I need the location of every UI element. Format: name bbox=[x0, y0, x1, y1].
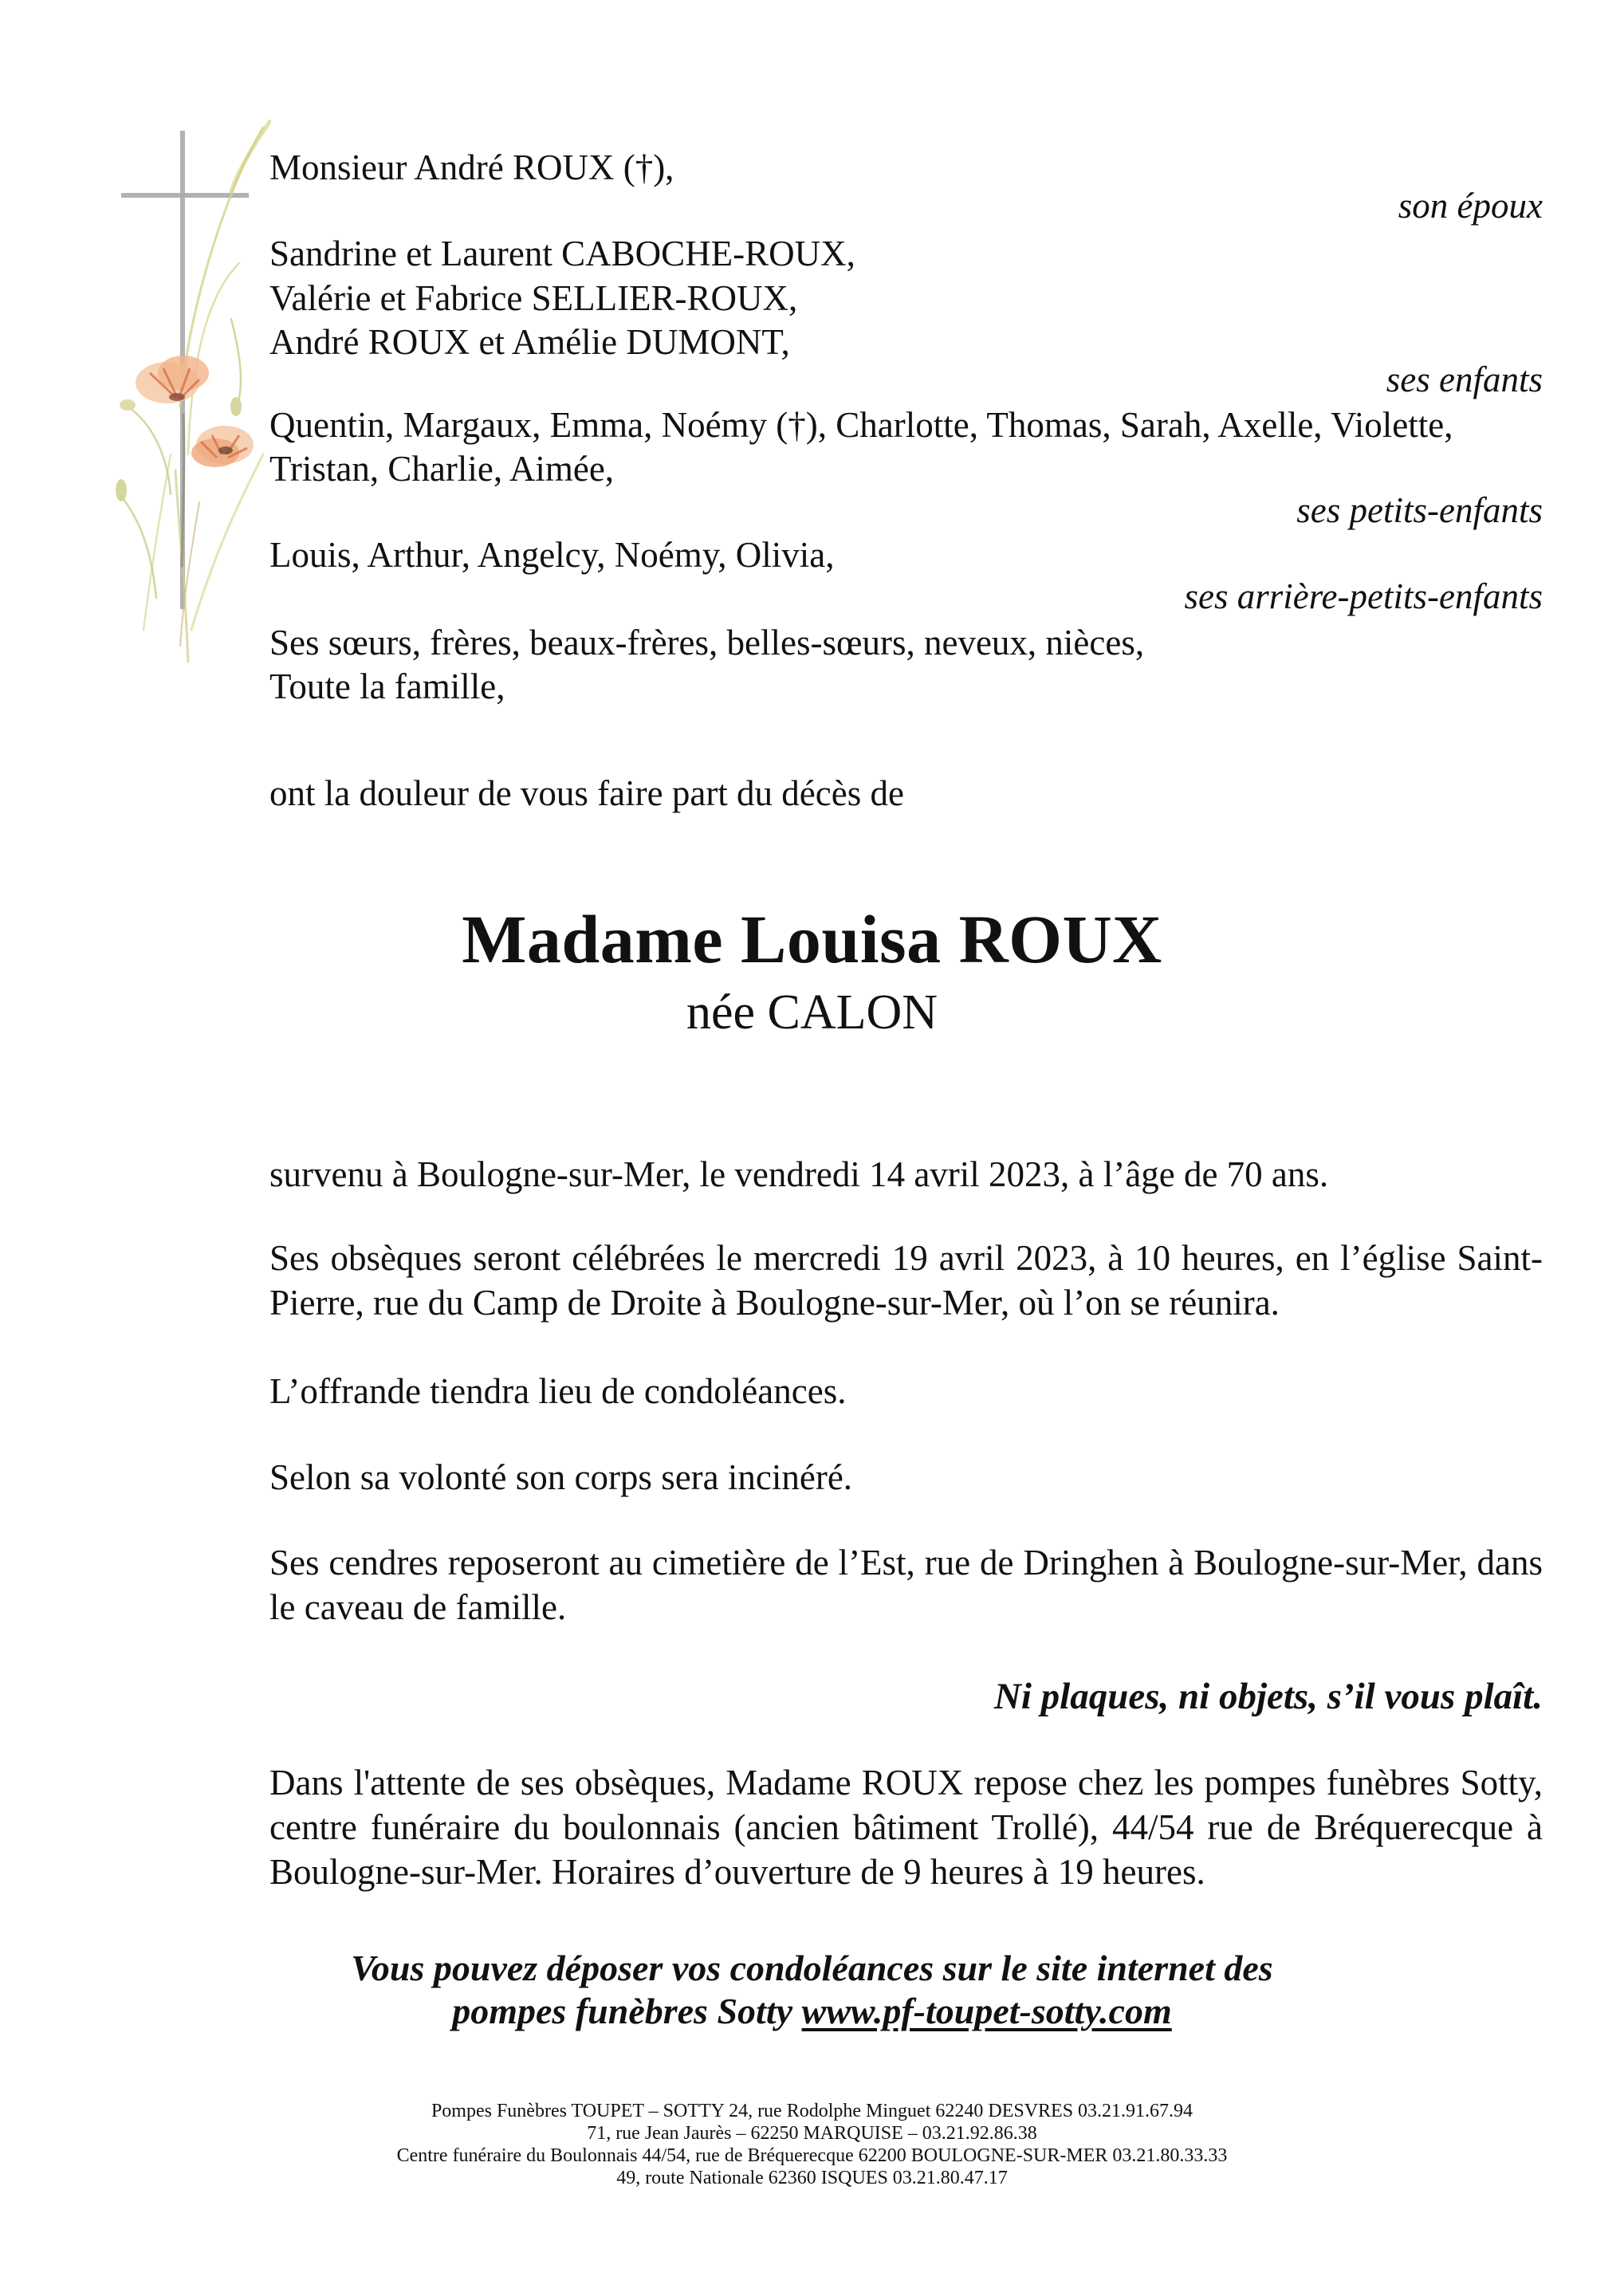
death-details: survenu à Boulogne-sur-Mer, le vendredi 14 avril 2023, à l’âge de 70 ans. bbox=[269, 1154, 1329, 1194]
grandchildren-names: Tristan, Charlie, Aimée, bbox=[269, 449, 615, 489]
funeral-details: Ses obsèques seront célébrées le mercredi 19 avril 2023, à 10 heures, en l’église Saint-Pierre, rue du Camp de Droite à Boulogne-sur-Mer, où l’on se réunira. bbox=[269, 1238, 1543, 1323]
cross-and-poppies-illustration bbox=[0, 120, 271, 678]
condolences-line-1: Vous pouvez déposer vos condoléances sur le site internet des bbox=[351, 1948, 1273, 1988]
relation-label-great-grandchildren: ses arrière-petits-enfants bbox=[1184, 576, 1543, 616]
relation-label-grandchildren: ses petits-enfants bbox=[1296, 490, 1543, 530]
footer-line: Pompes Funèbres TOUPET – SOTTY 24, rue Rodolphe Minguet 62240 DESVRES 03.21.91.67.94 bbox=[431, 2101, 1193, 2121]
child-name: Valérie et Fabrice SELLIER-ROUX, bbox=[269, 278, 798, 318]
poppy-flowers-icon bbox=[116, 356, 254, 501]
ashes-details: Ses cendres reposeront au cimetière de l’Est, rue de Dringhen à Boulogne-sur-Mer, dans le caveau de famille. bbox=[269, 1543, 1543, 1627]
grass-stems-icon bbox=[120, 120, 271, 662]
offering-note: L’offrande tiendra lieu de condoléances. bbox=[269, 1371, 847, 1411]
funeral-home-footer bbox=[0, 2100, 1624, 2189]
footer-line: 71, rue Jean Jaurès – 62250 MARQUISE – 03.21.92.86.38 bbox=[587, 2123, 1037, 2144]
relation-label-children: ses enfants bbox=[1386, 360, 1543, 399]
condolences-prefix: pompes funèbres Sotty bbox=[452, 1991, 793, 2031]
grandchildren-names: Quentin, Margaux, Emma, Noémy (†), Charlotte, Thomas, Sarah, Axelle, Violette, bbox=[269, 405, 1453, 445]
spouse-name: Monsieur André ROUX (†), bbox=[269, 147, 674, 187]
repose-details: Dans l'attente de ses obsèques, Madame ROUX repose chez les pompes funèbres Sotty, centre funéraire du boulonnais (ancien bâtiment Trollé), 44/54 rue de Bréquerecque à Boulogne-sur-Mer. Horaires d’ouverture de 9 heures à 19 heures. bbox=[269, 1763, 1543, 1892]
cremation-note: Selon sa volonté son corps sera incinéré. bbox=[269, 1457, 853, 1497]
extended-family: Ses sœurs, frères, beaux-frères, belles-sœurs, neveux, nièces, bbox=[269, 623, 1145, 662]
condolences-line-2 bbox=[0, 1990, 1624, 2033]
funeral-home-website-link[interactable]: www.pf-toupet-sotty.com bbox=[801, 1991, 1172, 2031]
no-plaques-request: Ni plaques, ni objets, s’il vous plaît. bbox=[993, 1676, 1543, 1717]
deceased-maiden-name: née CALON bbox=[686, 985, 938, 1040]
announcement-text: ont la douleur de vous faire part du décès de bbox=[269, 773, 904, 813]
footer-line: 49, route Nationale 62360 ISQUES 03.21.80.47.17 bbox=[616, 2168, 1008, 2188]
footer-line: Centre funéraire du Boulonnais 44/54, rue de Bréquerecque 62200 BOULOGNE-SUR-MER 03.21.80.33.33 bbox=[396, 2145, 1228, 2166]
child-name: Sandrine et Laurent CABOCHE-ROUX, bbox=[269, 234, 855, 273]
extended-family: Toute la famille, bbox=[269, 666, 505, 706]
relation-label-spouse: son époux bbox=[1398, 186, 1543, 226]
great-grandchildren-names: Louis, Arthur, Angelcy, Noémy, Olivia, bbox=[269, 535, 835, 575]
deceased-name: Madame Louisa ROUX bbox=[462, 901, 1162, 977]
child-name: André ROUX et Amélie DUMONT, bbox=[269, 322, 790, 362]
cross-icon bbox=[121, 131, 249, 609]
